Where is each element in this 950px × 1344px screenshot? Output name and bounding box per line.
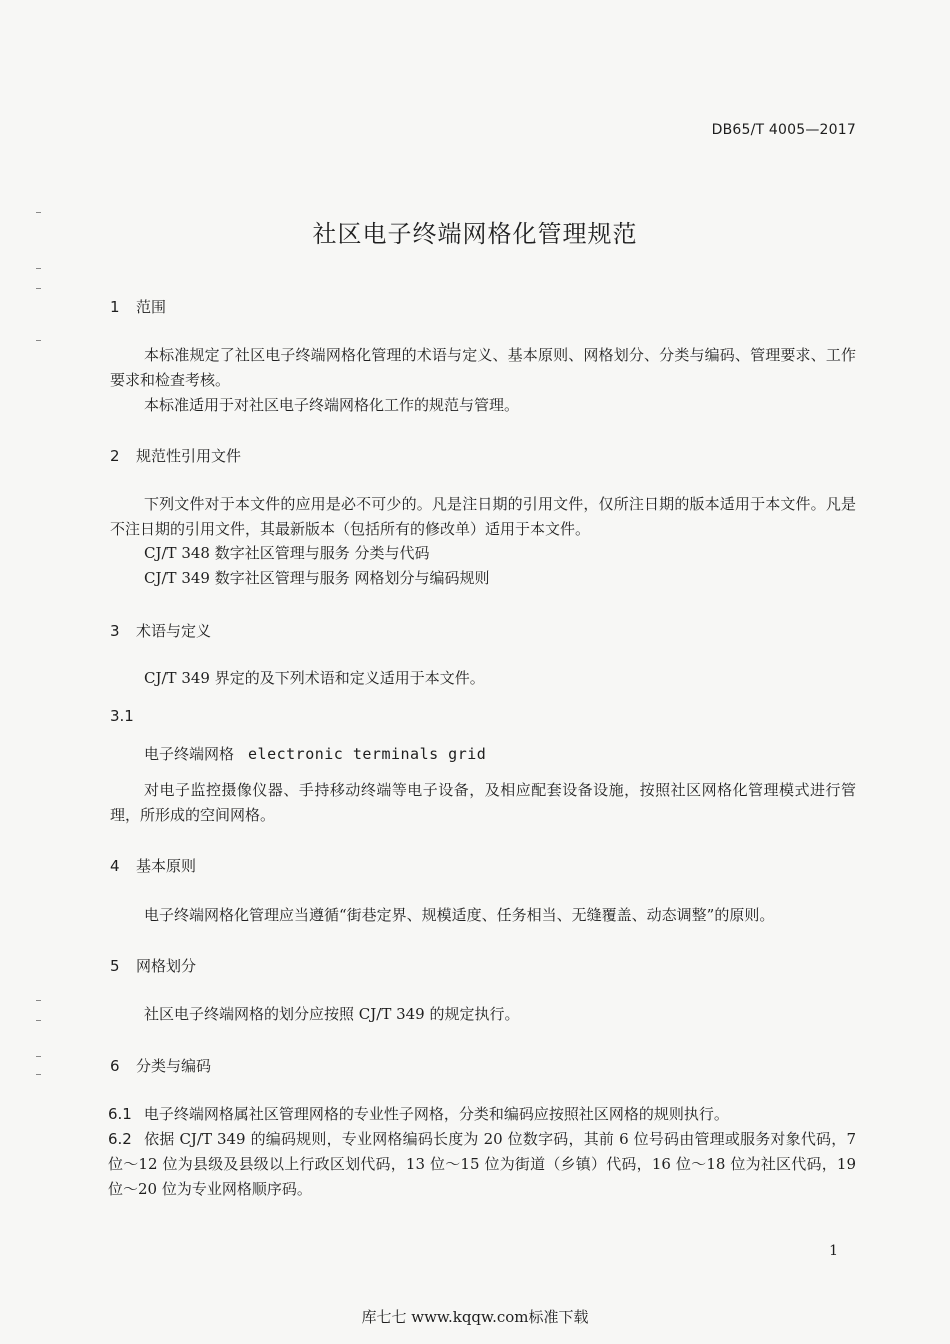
section-number: 3 [110,622,120,640]
section-title: 网格划分 [136,957,197,975]
scan-mark [36,1000,41,1001]
page-title: 社区电子终端网格化管理规范 [312,220,638,248]
scan-mark [36,1074,41,1075]
clause-6-1 [108,1102,856,1127]
reference-item: CJ/T 348 数字社区管理与服务 分类与代码 [144,544,430,562]
section-number: 1 [110,298,120,316]
section-number: 6 [110,1057,120,1075]
section-title: 规范性引用文件 [136,447,242,465]
section-title: 术语与定义 [136,622,212,640]
section-number: 2 [110,447,120,465]
subsection-number: 3.1 [110,707,134,725]
section-heading-5 [110,955,196,976]
section-heading-2 [110,445,241,466]
section-number: 4 [110,857,120,875]
paragraph: 本标准适用于对社区电子终端网格化工作的规范与管理。 [144,396,520,414]
paragraph: 本标准规定了社区电子终端网格化管理的术语与定义、基本原则、网格划分、分类与编码、管理要求、工作要求和检查考核。 [110,346,856,389]
scan-mark [36,1056,41,1057]
clause-number: 6.1 [108,1105,132,1123]
term-entry [144,743,486,764]
document-number: DB65/T 4005—2017 [711,122,856,138]
clause-text: 电子终端网格属社区管理网格的专业性子网格，分类和编码应按照社区网格的规则执行。 [143,1105,729,1123]
paragraph: 下列文件对于本文件的应用是必不可少的。凡是注日期的引用文件，仅所注日期的版本适用于本文件。凡是不注日期的引用文件，其最新版本（包括所有的修改单）适用于本文件。 [110,495,856,538]
paragraph: 电子终端网格化管理应当遵循“街巷定界、规模适度、任务相当、无缝覆盖、动态调整”的原则。 [144,906,775,924]
clause-number: 6.2 [108,1130,132,1148]
section-title: 分类与编码 [136,1057,212,1075]
section-heading-4 [110,855,196,876]
section-title: 范围 [136,298,167,316]
page-number: 1 [829,1243,838,1259]
section-heading-6 [110,1055,211,1076]
clause-6-2 [108,1127,856,1202]
scan-mark [36,288,41,289]
scan-mark [36,212,41,213]
footer-watermark: 库七七 www.kqqw.com标准下载 [361,1308,589,1326]
scan-mark [36,340,41,341]
section-heading-3 [110,620,211,641]
section-number: 5 [110,957,120,975]
term-english: electronic terminals grid [248,745,487,763]
scan-mark [36,1020,41,1021]
section-heading-1 [110,296,166,317]
section-title: 基本原则 [136,857,197,875]
term-chinese: 电子终端网格 [144,745,235,763]
reference-item: CJ/T 349 数字社区管理与服务 网格划分与编码规则 [144,569,490,587]
paragraph: CJ/T 349 界定的及下列术语和定义适用于本文件。 [144,669,485,687]
scan-mark [36,268,41,269]
clause-text: 依据 CJ/T 349 的编码规则，专业网格编码长度为 20 位数字码，其前 6 位号码由管理或服务对象代码，7 位～12 位为县级及县级以上行政区划代码，13 位～15 位为街道（乡镇）代码，16 位～18 位为社区代码，19 位～20 位为专业网格顺序码。 [108,1130,856,1198]
paragraph: 社区电子终端网格的划分应按照 CJ/T 349 的规定执行。 [144,1005,520,1023]
term-definition: 对电子监控摄像仪器、手持移动终端等电子设备，及相应配套设备设施，按照社区网格化管理模式进行管理，所形成的空间网格。 [110,781,856,824]
